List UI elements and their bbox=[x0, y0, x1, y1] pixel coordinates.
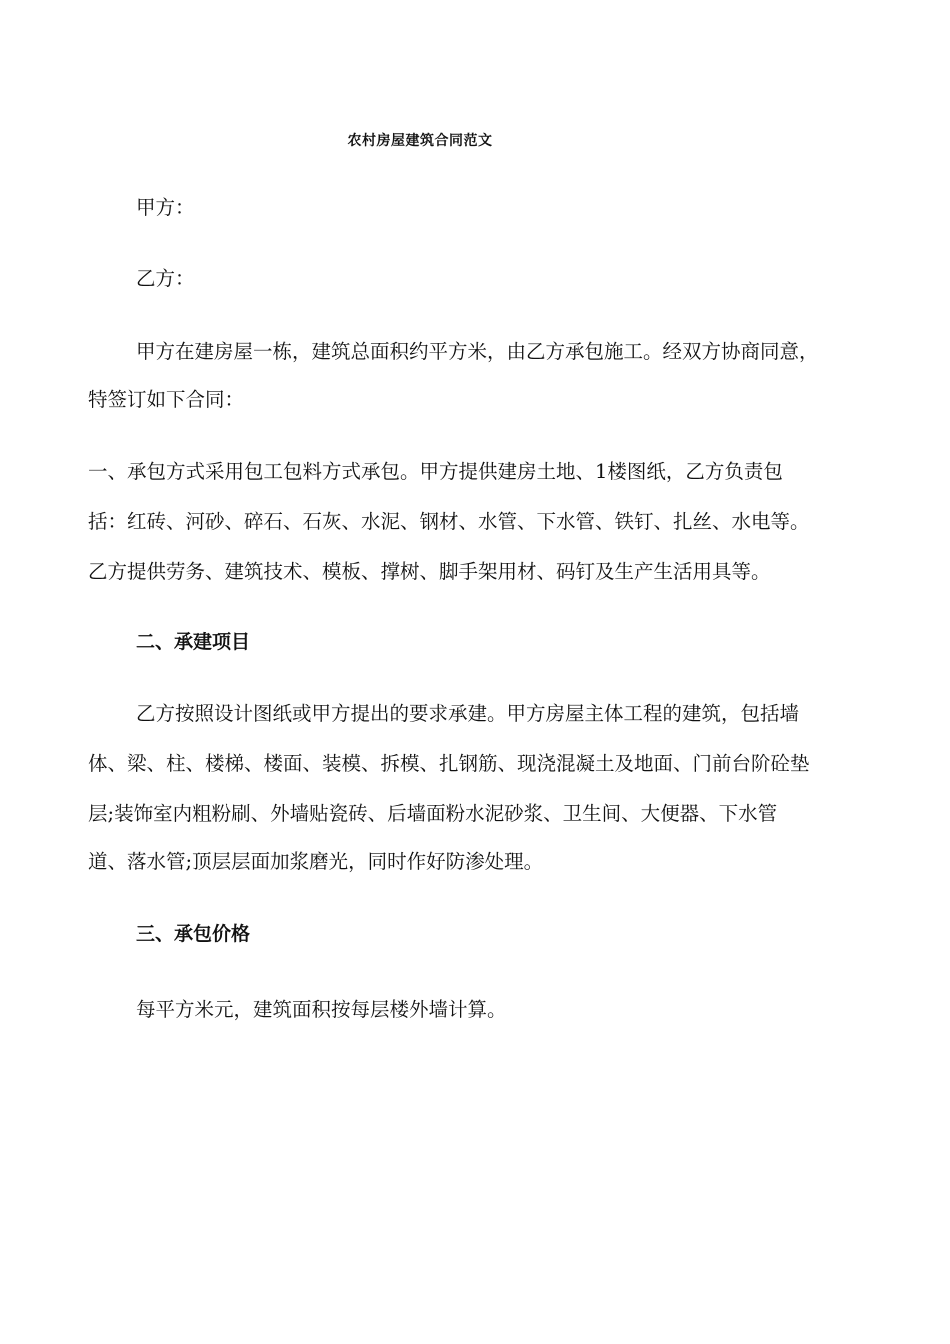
party-b-label: 乙方： bbox=[136, 267, 195, 290]
section-3-line-1: 每平方米元，建筑面积按每层楼外墙计算。 bbox=[136, 998, 507, 1021]
section-2-line-3: 层;装饰室内粗粉刷、外墙贴瓷砖、后墙面粉水泥砂浆、卫生间、大便器、下水管 bbox=[88, 802, 778, 825]
section-3-heading: 三、承包价格 bbox=[136, 923, 251, 945]
section-2-line-4: 道、落水管;顶层层面加浆磨光，同时作好防渗处理。 bbox=[88, 850, 544, 873]
section-2-heading: 二、承建项目 bbox=[136, 631, 251, 653]
section-2-line-1: 乙方按照设计图纸或甲方提出的要求承建。甲方房屋主体工程的建筑，包括墙 bbox=[136, 702, 800, 725]
section-1-line-2: 括：红砖、河砂、碎石、石灰、水泥、钢材、水管、下水管、铁钉、扎丝、水电等。 bbox=[88, 510, 810, 533]
intro-paragraph-line-1: 甲方在建房屋一栋，建筑总面积约平方米，由乙方承包施工。经双方协商同意， bbox=[136, 340, 819, 363]
party-a-label: 甲方： bbox=[136, 196, 195, 219]
intro-paragraph-line-2: 特签订如下合同： bbox=[88, 388, 245, 411]
section-2-line-2: 体、梁、柱、楼梯、楼面、装模、拆模、扎钢筋、现浇混凝土及地面、门前台阶砼垫 bbox=[88, 752, 810, 775]
section-1-line-1: 一、承包方式采用包工包料方式承包。甲方提供建房土地、1楼图纸，乙方负责包 bbox=[88, 460, 783, 483]
section-1-line-3: 乙方提供劳务、建筑技术、模板、撑树、脚手架用材、码钉及生产生活用具等。 bbox=[88, 560, 771, 583]
document-title: 农村房屋建筑合同范文 bbox=[347, 133, 493, 149]
